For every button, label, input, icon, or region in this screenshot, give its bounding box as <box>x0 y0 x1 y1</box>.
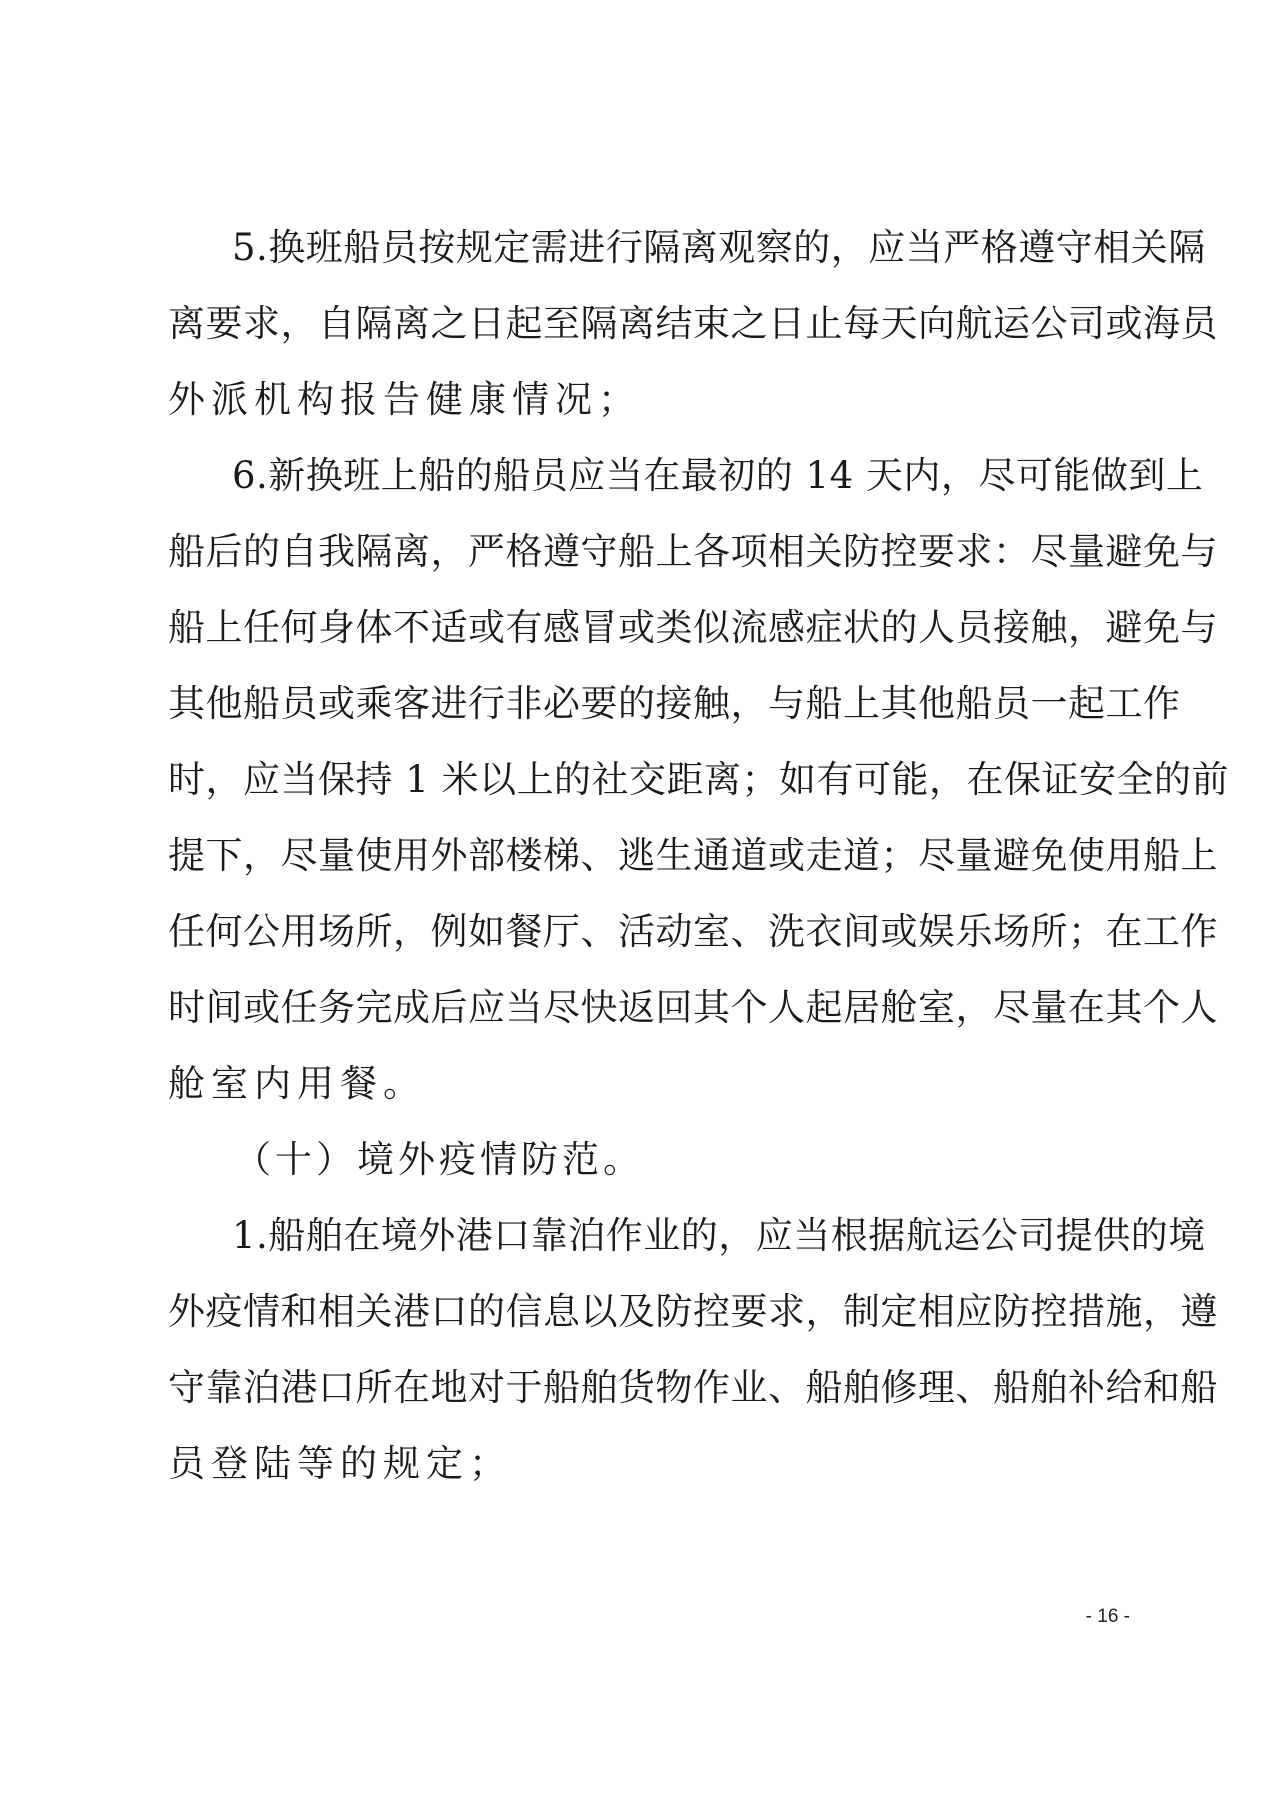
text-line: 其他船员或乘客进行非必要的接触，与船上其他船员一起工作 <box>168 682 1181 725</box>
text-line: 守靠泊港口所在地对于船舶货物作业、船舶修理、船舶补给和船 <box>168 1366 1218 1409</box>
text-line: 时，应当保持 1 米以上的社交距离；如有可能，在保证安全的前 <box>168 758 1230 801</box>
text-line: 1.船舶在境外港口靠泊作业的，应当根据航运公司提供的境 <box>232 1214 1206 1257</box>
paragraph-item-1 <box>168 1198 1218 1502</box>
section-heading-text: （十）境外疫情防范。 <box>234 1138 644 1181</box>
paragraph-item-5 <box>168 210 1218 438</box>
text-line: 6.新换班上船的船员应当在最初的 14 天内，尽可能做到上 <box>232 454 1204 497</box>
page-number: - 16 - <box>1085 1606 1130 1627</box>
text-line: 5.换班船员按规定需进行隔离观察的，应当严格遵守相关隔 <box>232 226 1206 269</box>
section-heading <box>168 1122 1112 1198</box>
text-line: 船上任何身体不适或有感冒或类似流感症状的人员接触，避免与 <box>168 606 1218 649</box>
text-line: 舱室内用餐。 <box>168 1062 426 1105</box>
text-line: 提下，尽量使用外部楼梯、逃生通道或走道；尽量避免使用船上 <box>168 834 1218 877</box>
paragraph-item-6 <box>168 438 1230 1122</box>
text-line: 船后的自我隔离，严格遵守船上各项相关防控要求：尽量避免与 <box>168 530 1218 573</box>
document-body <box>168 210 1230 1502</box>
text-line: 外派机构报告健康情况； <box>168 378 641 421</box>
text-line: 任何公用场所，例如餐厅、活动室、洗衣间或娱乐场所；在工作 <box>168 910 1218 953</box>
text-line: 时间或任务完成后应当尽快返回其个人起居舱室，尽量在其个人 <box>168 986 1218 1029</box>
text-line: 员登陆等的规定； <box>168 1442 512 1485</box>
text-line: 外疫情和相关港口的信息以及防控要求，制定相应防控措施，遵 <box>168 1290 1218 1333</box>
text-line: 离要求，自隔离之日起至隔离结束之日止每天向航运公司或海员 <box>168 302 1218 345</box>
